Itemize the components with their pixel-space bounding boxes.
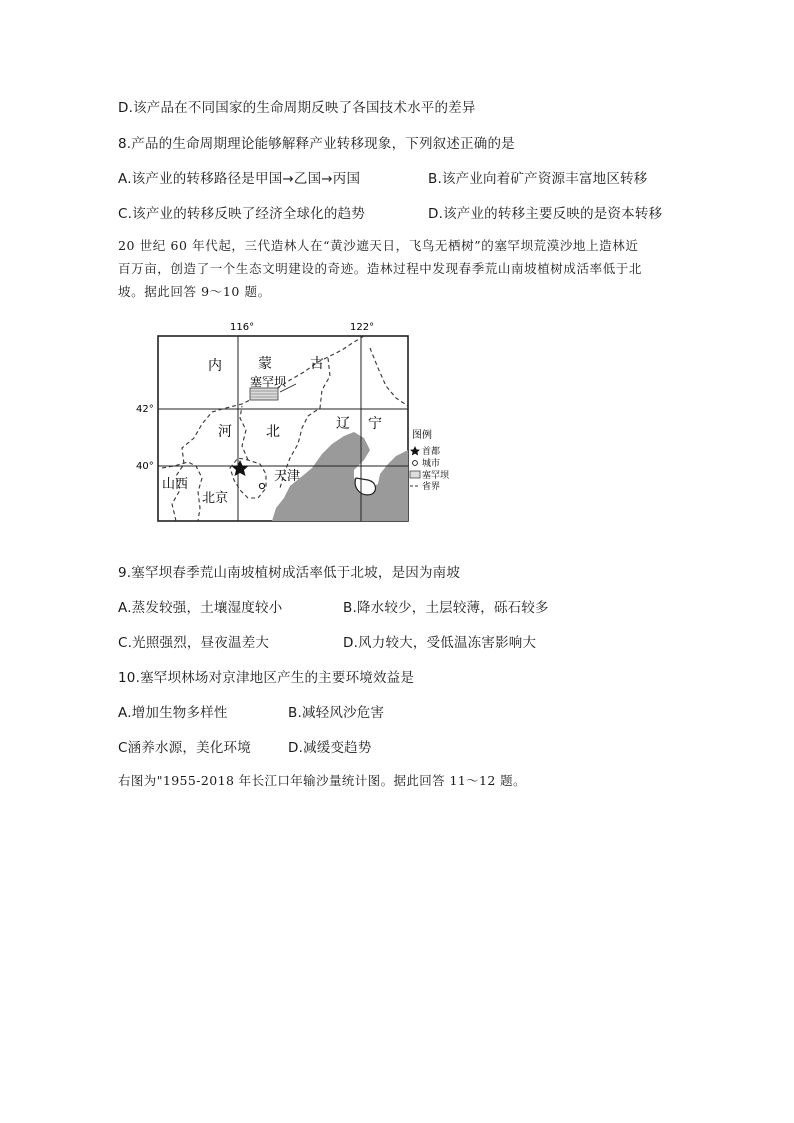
label-42: 42° bbox=[136, 404, 154, 415]
region-he: 河 bbox=[218, 424, 232, 440]
region-liao: 辽 bbox=[336, 416, 350, 432]
label-116: 116° bbox=[230, 322, 255, 333]
passage bbox=[118, 234, 678, 303]
q9-option-d: D.风力较大，受低温冻害影响大 bbox=[343, 635, 537, 651]
region-meng: 蒙 bbox=[258, 356, 272, 372]
q7-option-d: D.该产品在不同国家的生命周期反映了各国技术水平的差异 bbox=[118, 100, 476, 116]
legend-capital: 首都 bbox=[422, 447, 441, 457]
legend-boundary: 省界 bbox=[422, 482, 441, 492]
legend-city: 城市 bbox=[422, 459, 441, 469]
q10-option-a: A.增加生物多样性 bbox=[118, 705, 228, 721]
q10-option-c: C涵养水源，美化环境 bbox=[118, 740, 251, 756]
q10-stem: 10.塞罕坝林场对京津地区产生的主要环境效益是 bbox=[118, 670, 415, 686]
tianjin-label: 天津 bbox=[274, 469, 301, 484]
region-ning: 宁 bbox=[368, 416, 382, 432]
saihanba-label: 塞罕坝 bbox=[250, 375, 287, 389]
q8-option-c: C.该产业的转移反映了经济全球化的趋势 bbox=[118, 206, 366, 222]
passage-line-3: 坡。据此回答 9～10 题。 bbox=[118, 284, 271, 299]
q8-option-b: B.该产业向着矿产资源丰富地区转移 bbox=[428, 171, 648, 187]
saihanba-map bbox=[136, 318, 480, 528]
region-nei: 内 bbox=[208, 358, 222, 374]
shanxi-label: 山西 bbox=[162, 477, 189, 492]
q9-option-a: A.蒸发较强，土壤湿度较小 bbox=[118, 600, 283, 616]
region-bei: 北 bbox=[266, 424, 280, 440]
tianjin-city-icon bbox=[259, 483, 264, 488]
passage-line-2: 百万亩，创造了一个生态文明建设的奇迹。造林过程中发现春季荒山南坡植树成活率低于北 bbox=[118, 261, 643, 276]
q8-option-d: D.该产业的转移主要反映的是资本转移 bbox=[428, 206, 663, 222]
passage-line-1: 20 世纪 60 年代起，三代造林人在“黄沙遮天日，飞鸟无栖树”的塞罕坝荒漠沙地上造林近 bbox=[118, 238, 639, 253]
q9-option-c: C.光照强烈，昼夜温差大 bbox=[118, 635, 270, 651]
region-gu: 古 bbox=[310, 356, 324, 372]
label-40: 40° bbox=[136, 461, 154, 472]
legend-city-icon bbox=[413, 461, 418, 466]
legend-saihanba: 塞罕坝 bbox=[422, 471, 450, 481]
q10-option-b: B.减轻风沙危害 bbox=[288, 705, 385, 721]
q8-option-a: A.该产业的转移路径是甲国→乙国→丙国 bbox=[118, 171, 361, 187]
legend-title: 图例 bbox=[412, 430, 432, 441]
q9-option-b: B.降水较少，土层较薄，砾石较多 bbox=[343, 600, 549, 616]
label-122: 122° bbox=[350, 322, 375, 333]
next-passage: 右图为"1955-2018 年长江口年输沙量统计图。据此回答 11～12 题。 bbox=[118, 773, 526, 788]
q10-option-d: D.减缓变趋势 bbox=[288, 740, 372, 756]
beijing-label: 北京 bbox=[202, 491, 229, 506]
q9-stem: 9.塞罕坝春季荒山南坡植树成活率低于北坡，是因为南坡 bbox=[118, 565, 461, 581]
legend-saihanba-icon bbox=[410, 471, 420, 478]
legend-star-icon bbox=[410, 446, 420, 456]
q8-stem: 8.产品的生命周期理论能够解释产业转移现象，下列叙述正确的是 bbox=[118, 136, 515, 152]
